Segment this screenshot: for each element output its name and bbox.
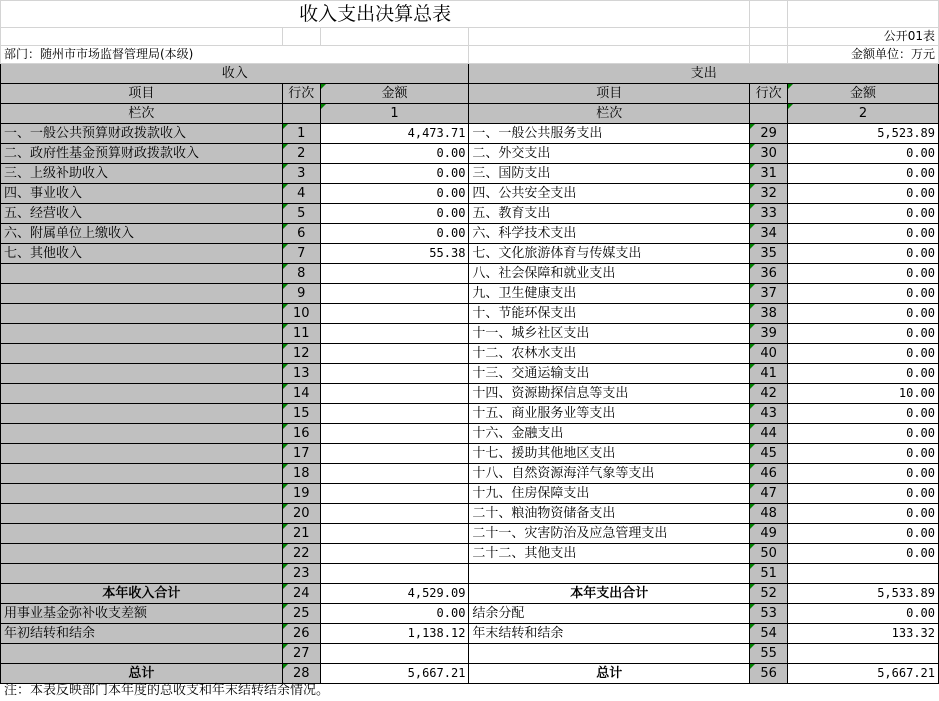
expense-item: 九、卫生健康支出 [469, 284, 750, 304]
expense-item [469, 564, 750, 584]
income-item [1, 464, 283, 484]
income-amount: 1,138.12 [320, 624, 469, 644]
table-row [1, 304, 939, 324]
income-item: 七、其他收入 [1, 244, 283, 264]
expense-header: 支出 [469, 64, 939, 84]
income-item [1, 424, 283, 444]
income-item [1, 444, 283, 464]
table-row [1, 164, 939, 184]
expense-row-number: 49 [750, 524, 788, 544]
income-header: 收入 [1, 64, 469, 84]
table-row [1, 404, 939, 424]
expense-amount [788, 644, 939, 664]
expense-row-number: 43 [750, 404, 788, 424]
table-row [1, 664, 939, 684]
income-row-number: 3 [282, 164, 320, 184]
expense-item: 十、节能环保支出 [469, 304, 750, 324]
income-item: 三、上级补助收入 [1, 164, 283, 184]
empty-cell [750, 46, 788, 64]
expense-item-header: 项目 [469, 84, 750, 104]
expense-item: 十一、城乡社区支出 [469, 324, 750, 344]
table-row [1, 444, 939, 464]
empty-cell [282, 104, 320, 124]
table-row [1, 244, 939, 264]
expense-row-number: 41 [750, 364, 788, 384]
expense-item: 年末结转和结余 [469, 624, 750, 644]
table-row [1, 364, 939, 384]
income-amount: 0.00 [320, 204, 469, 224]
income-item: 一、一般公共预算财政拨款收入 [1, 124, 283, 144]
income-row-number: 11 [282, 324, 320, 344]
table-row [1, 224, 939, 244]
expense-rowno-header: 行次 [750, 84, 788, 104]
expense-amount: 0.00 [788, 144, 939, 164]
expense-row-number: 34 [750, 224, 788, 244]
expense-row-number: 37 [750, 284, 788, 304]
income-amount-header: 金额 [320, 84, 469, 104]
table-row [1, 284, 939, 304]
income-row-number: 28 [282, 664, 320, 684]
income-row-number: 4 [282, 184, 320, 204]
income-item [1, 324, 283, 344]
income-item: 五、经营收入 [1, 204, 283, 224]
expense-amount [788, 564, 939, 584]
expense-amount: 0.00 [788, 504, 939, 524]
expense-amount: 0.00 [788, 304, 939, 324]
expense-amount: 0.00 [788, 264, 939, 284]
income-item-header: 项目 [1, 84, 283, 104]
income-item [1, 524, 283, 544]
expense-amount: 0.00 [788, 424, 939, 444]
table-row [1, 124, 939, 144]
table-row [1, 504, 939, 524]
table-row [1, 624, 939, 644]
expense-item: 二十、粮油物资储备支出 [469, 504, 750, 524]
expense-item: 十二、农林水支出 [469, 344, 750, 364]
expense-item: 十三、交通运输支出 [469, 364, 750, 384]
footnote: 注：本表反映部门本年度的总收支和年末结转结余情况。 [4, 683, 330, 698]
expense-amount: 0.00 [788, 404, 939, 424]
income-item [1, 484, 283, 504]
income-item [1, 404, 283, 424]
expense-row-number: 46 [750, 464, 788, 484]
table-row [1, 604, 939, 624]
expense-amount-header: 金额 [788, 84, 939, 104]
expense-item: 七、文化旅游体育与传媒支出 [469, 244, 750, 264]
empty-cell [750, 28, 788, 46]
expense-column-label: 栏次 [469, 104, 750, 124]
income-item: 年初结转和结余 [1, 624, 283, 644]
expense-row-number: 55 [750, 644, 788, 664]
expense-item: 结余分配 [469, 604, 750, 624]
expense-item: 本年支出合计 [469, 584, 750, 604]
expense-amount: 5,533.89 [788, 584, 939, 604]
income-row-number: 19 [282, 484, 320, 504]
income-row-number: 18 [282, 464, 320, 484]
income-amount: 4,529.09 [320, 584, 469, 604]
income-amount: 0.00 [320, 224, 469, 244]
table-row [1, 384, 939, 404]
income-amount [320, 524, 469, 544]
income-row-number: 23 [282, 564, 320, 584]
table-row [1, 484, 939, 504]
expense-item: 六、科学技术支出 [469, 224, 750, 244]
table-row [1, 524, 939, 544]
income-item [1, 284, 283, 304]
income-item: 四、事业收入 [1, 184, 283, 204]
expense-amount: 0.00 [788, 224, 939, 244]
page-title: 收入支出决算总表 [1, 1, 750, 28]
expense-item [469, 644, 750, 664]
income-amount [320, 644, 469, 664]
expense-row-number: 33 [750, 204, 788, 224]
income-amount [320, 544, 469, 564]
empty-cell [750, 1, 788, 28]
income-row-number: 21 [282, 524, 320, 544]
income-amount: 4,473.71 [320, 124, 469, 144]
expense-amount: 133.32 [788, 624, 939, 644]
expense-item: 五、教育支出 [469, 204, 750, 224]
empty-cell [282, 28, 320, 46]
empty-cell [469, 46, 750, 64]
table-row [1, 204, 939, 224]
income-column-number: 1 [320, 104, 469, 124]
income-item [1, 264, 283, 284]
income-row-number: 8 [282, 264, 320, 284]
expense-row-number: 40 [750, 344, 788, 364]
expense-row-number: 42 [750, 384, 788, 404]
expense-amount: 0.00 [788, 164, 939, 184]
expense-amount: 0.00 [788, 184, 939, 204]
income-row-number: 17 [282, 444, 320, 464]
income-amount: 55.38 [320, 244, 469, 264]
expense-row-number: 44 [750, 424, 788, 444]
income-item [1, 304, 283, 324]
expense-row-number: 47 [750, 484, 788, 504]
table-row [1, 184, 939, 204]
expense-amount: 5,523.89 [788, 124, 939, 144]
income-amount: 0.00 [320, 604, 469, 624]
income-amount [320, 364, 469, 384]
expense-item: 十九、住房保障支出 [469, 484, 750, 504]
expense-amount: 0.00 [788, 324, 939, 344]
income-amount [320, 284, 469, 304]
expense-row-number: 36 [750, 264, 788, 284]
expense-amount: 0.00 [788, 544, 939, 564]
table-row [1, 584, 939, 604]
income-amount [320, 504, 469, 524]
income-row-number: 1 [282, 124, 320, 144]
income-item: 六、附属单位上缴收入 [1, 224, 283, 244]
expense-item: 十七、援助其他地区支出 [469, 444, 750, 464]
expense-row-number: 38 [750, 304, 788, 324]
empty-cell [788, 1, 939, 28]
income-row-number: 22 [282, 544, 320, 564]
expense-item: 总计 [469, 664, 750, 684]
expense-row-number: 45 [750, 444, 788, 464]
expense-amount: 0.00 [788, 284, 939, 304]
table-row [1, 544, 939, 564]
expense-item: 十五、商业服务业等支出 [469, 404, 750, 424]
table-row [1, 644, 939, 664]
income-amount [320, 484, 469, 504]
expense-row-number: 53 [750, 604, 788, 624]
income-item [1, 504, 283, 524]
income-item [1, 384, 283, 404]
income-item [1, 644, 283, 664]
expense-amount: 5,667.21 [788, 664, 939, 684]
expense-row-number: 32 [750, 184, 788, 204]
department-label: 部门：随州市市场监督管理局(本级) [1, 46, 469, 64]
expense-amount: 0.00 [788, 444, 939, 464]
income-amount [320, 424, 469, 444]
expense-item: 八、社会保障和就业支出 [469, 264, 750, 284]
expense-column-number: 2 [788, 104, 939, 124]
table-row [1, 464, 939, 484]
expense-item: 十四、资源勘探信息等支出 [469, 384, 750, 404]
income-amount [320, 324, 469, 344]
income-amount: 0.00 [320, 164, 469, 184]
income-item [1, 344, 283, 364]
expense-row-number: 50 [750, 544, 788, 564]
income-row-number: 26 [282, 624, 320, 644]
table-row [1, 344, 939, 364]
income-amount: 0.00 [320, 144, 469, 164]
income-item: 总计 [1, 664, 283, 684]
table-row [1, 564, 939, 584]
form-code: 公开01表 [788, 28, 939, 46]
income-row-number: 24 [282, 584, 320, 604]
income-item [1, 364, 283, 384]
expense-row-number: 35 [750, 244, 788, 264]
empty-cell [750, 104, 788, 124]
income-row-number: 14 [282, 384, 320, 404]
income-amount [320, 464, 469, 484]
expense-row-number: 31 [750, 164, 788, 184]
income-amount: 0.00 [320, 184, 469, 204]
empty-cell [320, 28, 469, 46]
expense-row-number: 51 [750, 564, 788, 584]
income-amount [320, 384, 469, 404]
income-item [1, 564, 283, 584]
expense-item: 四、公共安全支出 [469, 184, 750, 204]
income-item [1, 544, 283, 564]
expense-item: 二十一、灾害防治及应急管理支出 [469, 524, 750, 544]
income-row-number: 15 [282, 404, 320, 424]
expense-item: 二十二、其他支出 [469, 544, 750, 564]
expense-row-number: 39 [750, 324, 788, 344]
empty-cell [469, 28, 750, 46]
expense-amount: 0.00 [788, 244, 939, 264]
income-amount [320, 264, 469, 284]
income-row-number: 9 [282, 284, 320, 304]
income-amount [320, 344, 469, 364]
income-amount [320, 304, 469, 324]
expense-row-number: 56 [750, 664, 788, 684]
empty-cell [1, 28, 283, 46]
table-row [1, 144, 939, 164]
expense-item: 三、国防支出 [469, 164, 750, 184]
income-item: 用事业基金弥补收支差额 [1, 604, 283, 624]
income-row-number: 2 [282, 144, 320, 164]
expense-row-number: 54 [750, 624, 788, 644]
income-row-number: 27 [282, 644, 320, 664]
expense-amount: 0.00 [788, 364, 939, 384]
income-amount [320, 564, 469, 584]
expense-amount: 0.00 [788, 604, 939, 624]
table-row [1, 264, 939, 284]
income-item: 本年收入合计 [1, 584, 283, 604]
expense-row-number: 52 [750, 584, 788, 604]
income-row-number: 20 [282, 504, 320, 524]
unit-label: 金额单位：万元 [788, 46, 939, 64]
income-item: 二、政府性基金预算财政拨款收入 [1, 144, 283, 164]
expense-amount: 0.00 [788, 484, 939, 504]
income-amount [320, 404, 469, 424]
income-row-number: 5 [282, 204, 320, 224]
expense-item: 二、外交支出 [469, 144, 750, 164]
income-column-label: 栏次 [1, 104, 283, 124]
income-amount: 5,667.21 [320, 664, 469, 684]
expense-amount: 0.00 [788, 524, 939, 544]
income-row-number: 12 [282, 344, 320, 364]
expense-amount: 10.00 [788, 384, 939, 404]
income-amount [320, 444, 469, 464]
expense-item: 一、一般公共服务支出 [469, 124, 750, 144]
expense-amount: 0.00 [788, 204, 939, 224]
expense-item: 十六、金融支出 [469, 424, 750, 444]
income-row-number: 10 [282, 304, 320, 324]
income-row-number: 6 [282, 224, 320, 244]
income-rowno-header: 行次 [282, 84, 320, 104]
expense-row-number: 29 [750, 124, 788, 144]
income-row-number: 13 [282, 364, 320, 384]
expense-row-number: 30 [750, 144, 788, 164]
income-row-number: 16 [282, 424, 320, 444]
income-row-number: 25 [282, 604, 320, 624]
table-row [1, 324, 939, 344]
expense-amount: 0.00 [788, 344, 939, 364]
table-row [1, 424, 939, 444]
expense-amount: 0.00 [788, 464, 939, 484]
income-row-number: 7 [282, 244, 320, 264]
expense-item: 十八、自然资源海洋气象等支出 [469, 464, 750, 484]
expense-row-number: 48 [750, 504, 788, 524]
